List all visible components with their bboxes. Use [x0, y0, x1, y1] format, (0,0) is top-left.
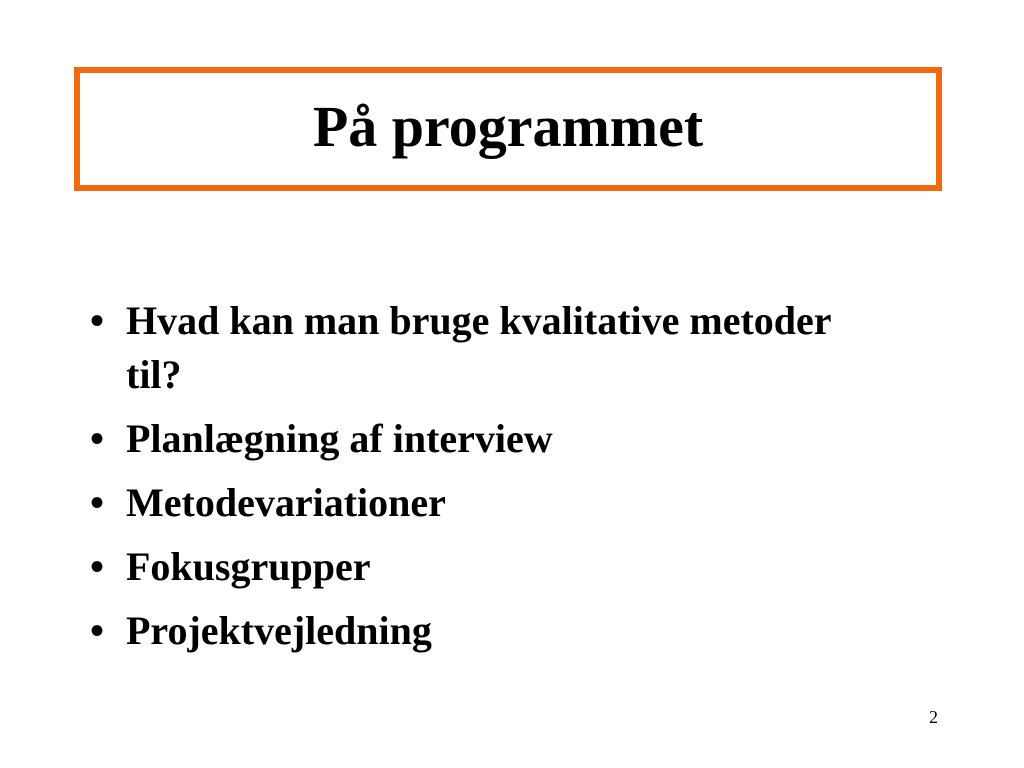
bullet-icon: • [90, 480, 105, 525]
slide-title: På programmet [312, 94, 704, 159]
bullet-text: Metodevariationer [126, 480, 446, 525]
bullet-item [90, 540, 850, 594]
bullet-text: Hvad kan man bruge kvalitative metoder til? [126, 298, 831, 397]
title-box [74, 67, 942, 191]
bullet-text: Fokusgrupper [126, 544, 371, 589]
bullet-item [90, 294, 850, 402]
bullet-item [90, 476, 850, 530]
page-number: 2 [929, 707, 938, 727]
bullet-item [90, 412, 850, 466]
bullet-list [90, 294, 850, 668]
bullet-icon: • [90, 298, 105, 343]
bullet-text: Projektvejledning [126, 608, 432, 653]
bullet-icon: • [90, 608, 105, 653]
bullet-icon: • [90, 416, 105, 461]
bullet-icon: • [90, 544, 105, 589]
bullet-text: Planlægning af interview [126, 416, 553, 461]
bullet-item [90, 604, 850, 658]
